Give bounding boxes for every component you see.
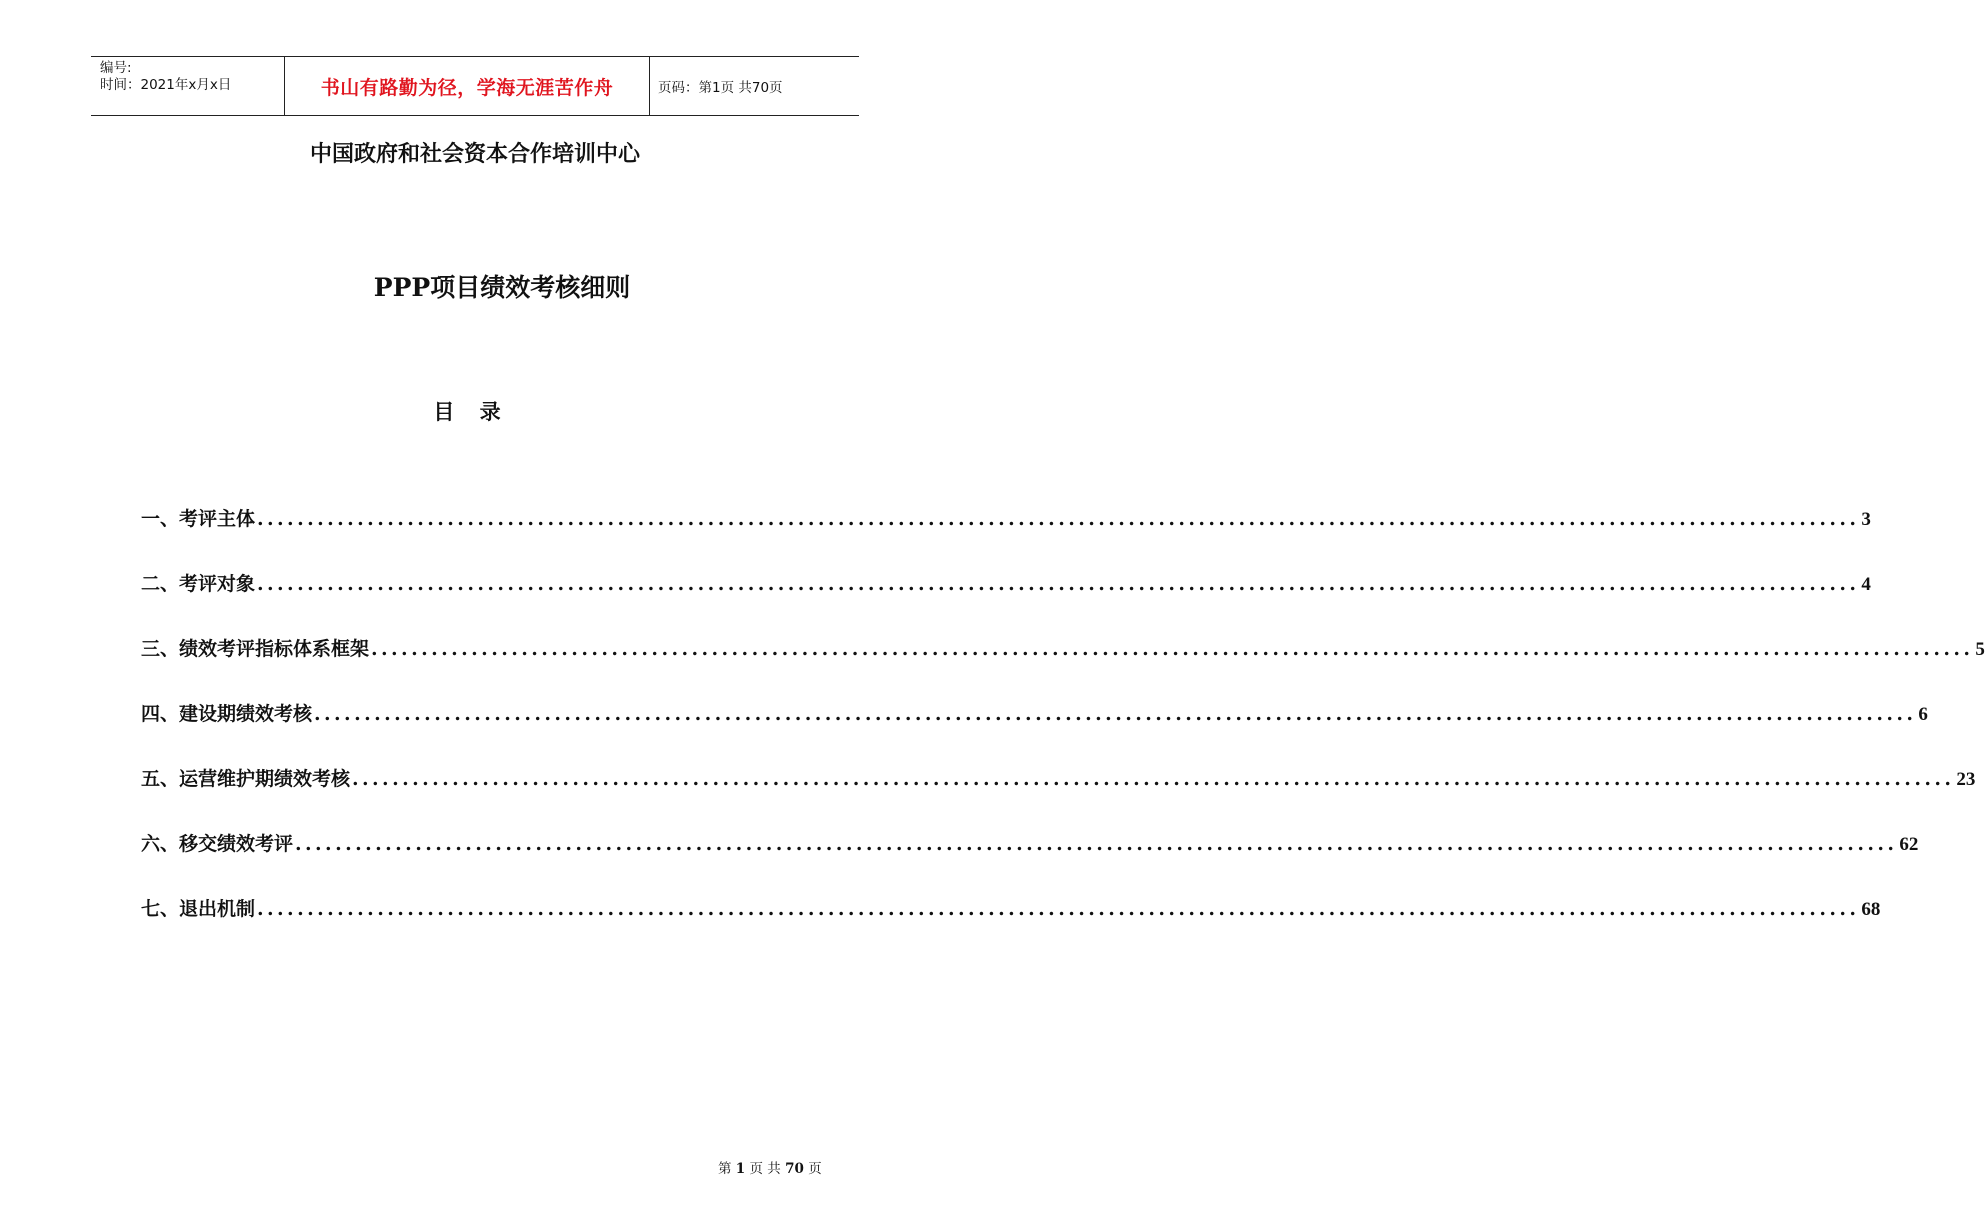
toc-heading: 目 录 — [433, 399, 501, 424]
organization-name: 中国政府和社会资本合作培训中心 — [309, 141, 640, 167]
toc-entry-page: 6 — [1918, 704, 1928, 725]
document-number-label: 编号: — [100, 60, 132, 76]
toc-entry-page: 23 — [1956, 769, 1976, 790]
header-motto: 书山有路勤为径，学海无涯苦作舟 — [285, 57, 650, 115]
toc-entry-label: 七、退出机制 — [141, 898, 256, 920]
toc-leader-dots: ................................................................................................................................................................ — [257, 898, 1860, 920]
document-time-label: 时间：2021年x月x日 — [100, 77, 232, 93]
footer-current-page: 1 — [735, 1161, 746, 1177]
toc-leader-dots: ................................................................................................................................................................ — [257, 508, 1860, 530]
toc-entry-label: 五、运营维护期绩效考核 — [141, 768, 351, 790]
toc-entry[interactable] — [141, 829, 1919, 894]
table-of-contents — [141, 504, 1985, 959]
toc-entry[interactable] — [141, 894, 1881, 959]
footer-suffix: 页 — [808, 1161, 822, 1177]
toc-entry[interactable] — [141, 634, 1985, 699]
toc-leader-dots: ................................................................................................................................................................ — [257, 573, 1860, 595]
footer-total-pages: 70 — [785, 1161, 804, 1177]
footer-middle: 页 共 — [749, 1161, 781, 1177]
toc-entry[interactable] — [141, 504, 1871, 569]
toc-leader-dots: ................................................................................................................................................................ — [352, 768, 1955, 790]
toc-entry-label: 二、考评对象 — [141, 573, 256, 595]
toc-entry-page: 3 — [1861, 509, 1871, 530]
toc-entry-page: 4 — [1861, 574, 1871, 595]
toc-entry-page: 68 — [1861, 899, 1881, 920]
header-page-info: 页码：第1页 共70页 — [658, 80, 783, 96]
toc-leader-dots: ................................................................................................................................................................ — [314, 703, 1917, 725]
toc-entry-page: 62 — [1899, 834, 1919, 855]
toc-entry[interactable] — [141, 699, 1928, 764]
toc-leader-dots: ................................................................................................................................................................ — [295, 833, 1898, 855]
page-footer — [718, 1157, 822, 1177]
toc-entry[interactable] — [141, 764, 1976, 829]
toc-entry[interactable] — [141, 569, 1871, 634]
toc-entry-label: 六、移交绩效考评 — [141, 833, 294, 855]
header-meta — [91, 57, 285, 115]
toc-entry-label: 三、绩效考评指标体系框架 — [141, 638, 370, 660]
toc-entry-page: 5 — [1975, 639, 1985, 660]
toc-leader-dots: ................................................................................................................................................................ — [371, 638, 1974, 660]
toc-entry-label: 四、建设期绩效考核 — [141, 703, 313, 725]
page-header — [91, 56, 859, 116]
footer-prefix: 第 — [718, 1161, 732, 1177]
toc-entry-label: 一、考评主体 — [141, 508, 256, 530]
document-title: PPP项目绩效考核细则 — [373, 273, 631, 302]
